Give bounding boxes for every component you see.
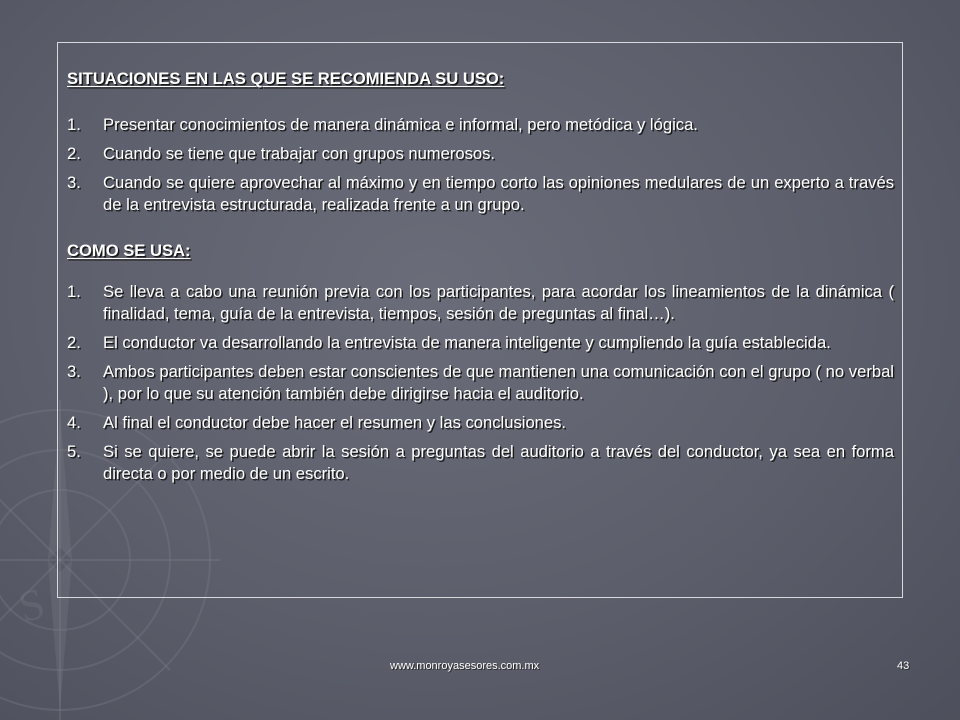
list-item: [67, 172, 894, 216]
item-number: 2.: [67, 144, 81, 163]
item-number: 1.: [67, 282, 81, 301]
item-text: Si se quiere, se puede abrir la sesión a preguntas del auditorio a través del conductor, ya sea en forma directa o por medio de un escrito.: [103, 442, 894, 483]
situaciones-list: [67, 114, 894, 216]
list-item: [67, 412, 894, 434]
item-number: 1.: [67, 115, 81, 134]
item-text: Cuando se quiere aprovechar al máximo y en tiempo corto las opiniones medulares de un experto a través de la entrevista estructurada, realizada frente a un grupo.: [103, 173, 894, 214]
item-text: Se lleva a cabo una reunión previa con los participantes, para acordar los lineamientos de la dinámica ( finalidad, tema, guía de la entrevista, tiempos, sesión de preguntas al final…).: [103, 282, 894, 323]
como-se-usa-list: [67, 281, 894, 485]
list-item: [67, 361, 894, 405]
section-heading-como-se-usa: COMO SE USA:: [67, 241, 191, 260]
item-number: 4.: [67, 413, 81, 432]
page-number: 43: [897, 660, 910, 672]
item-number: 5.: [67, 442, 81, 461]
item-text: Ambos participantes deben estar conscientes de que mantienen una comunicación con el grupo ( no verbal ), por lo que su atención también debe dirigirse hacia el auditorio.: [103, 362, 894, 403]
list-item: [67, 114, 894, 136]
item-text: Cuando se tiene que trabajar con grupos numerosos.: [103, 144, 496, 163]
list-item: [67, 143, 894, 165]
list-item: [67, 441, 894, 485]
list-item: [67, 281, 894, 325]
item-text: Presentar conocimientos de manera dinámica e informal, pero metódica y lógica.: [103, 115, 698, 134]
footer-website-url: www.monroyasesores.com.mx: [390, 660, 540, 672]
item-number: 3.: [67, 173, 81, 192]
svg-text:S: S: [13, 578, 50, 633]
item-number: 3.: [67, 362, 81, 381]
section-heading-situaciones: SITUACIONES EN LAS QUE SE RECOMIENDA SU USO:: [67, 69, 505, 88]
item-number: 2.: [67, 333, 81, 352]
item-text: Al final el conductor debe hacer el resumen y las conclusiones.: [103, 413, 567, 432]
list-item: [67, 332, 894, 354]
slide-body: [67, 68, 894, 492]
item-text: El conductor va desarrollando la entrevista de manera inteligente y cumpliendo la guía establecida.: [103, 333, 831, 352]
